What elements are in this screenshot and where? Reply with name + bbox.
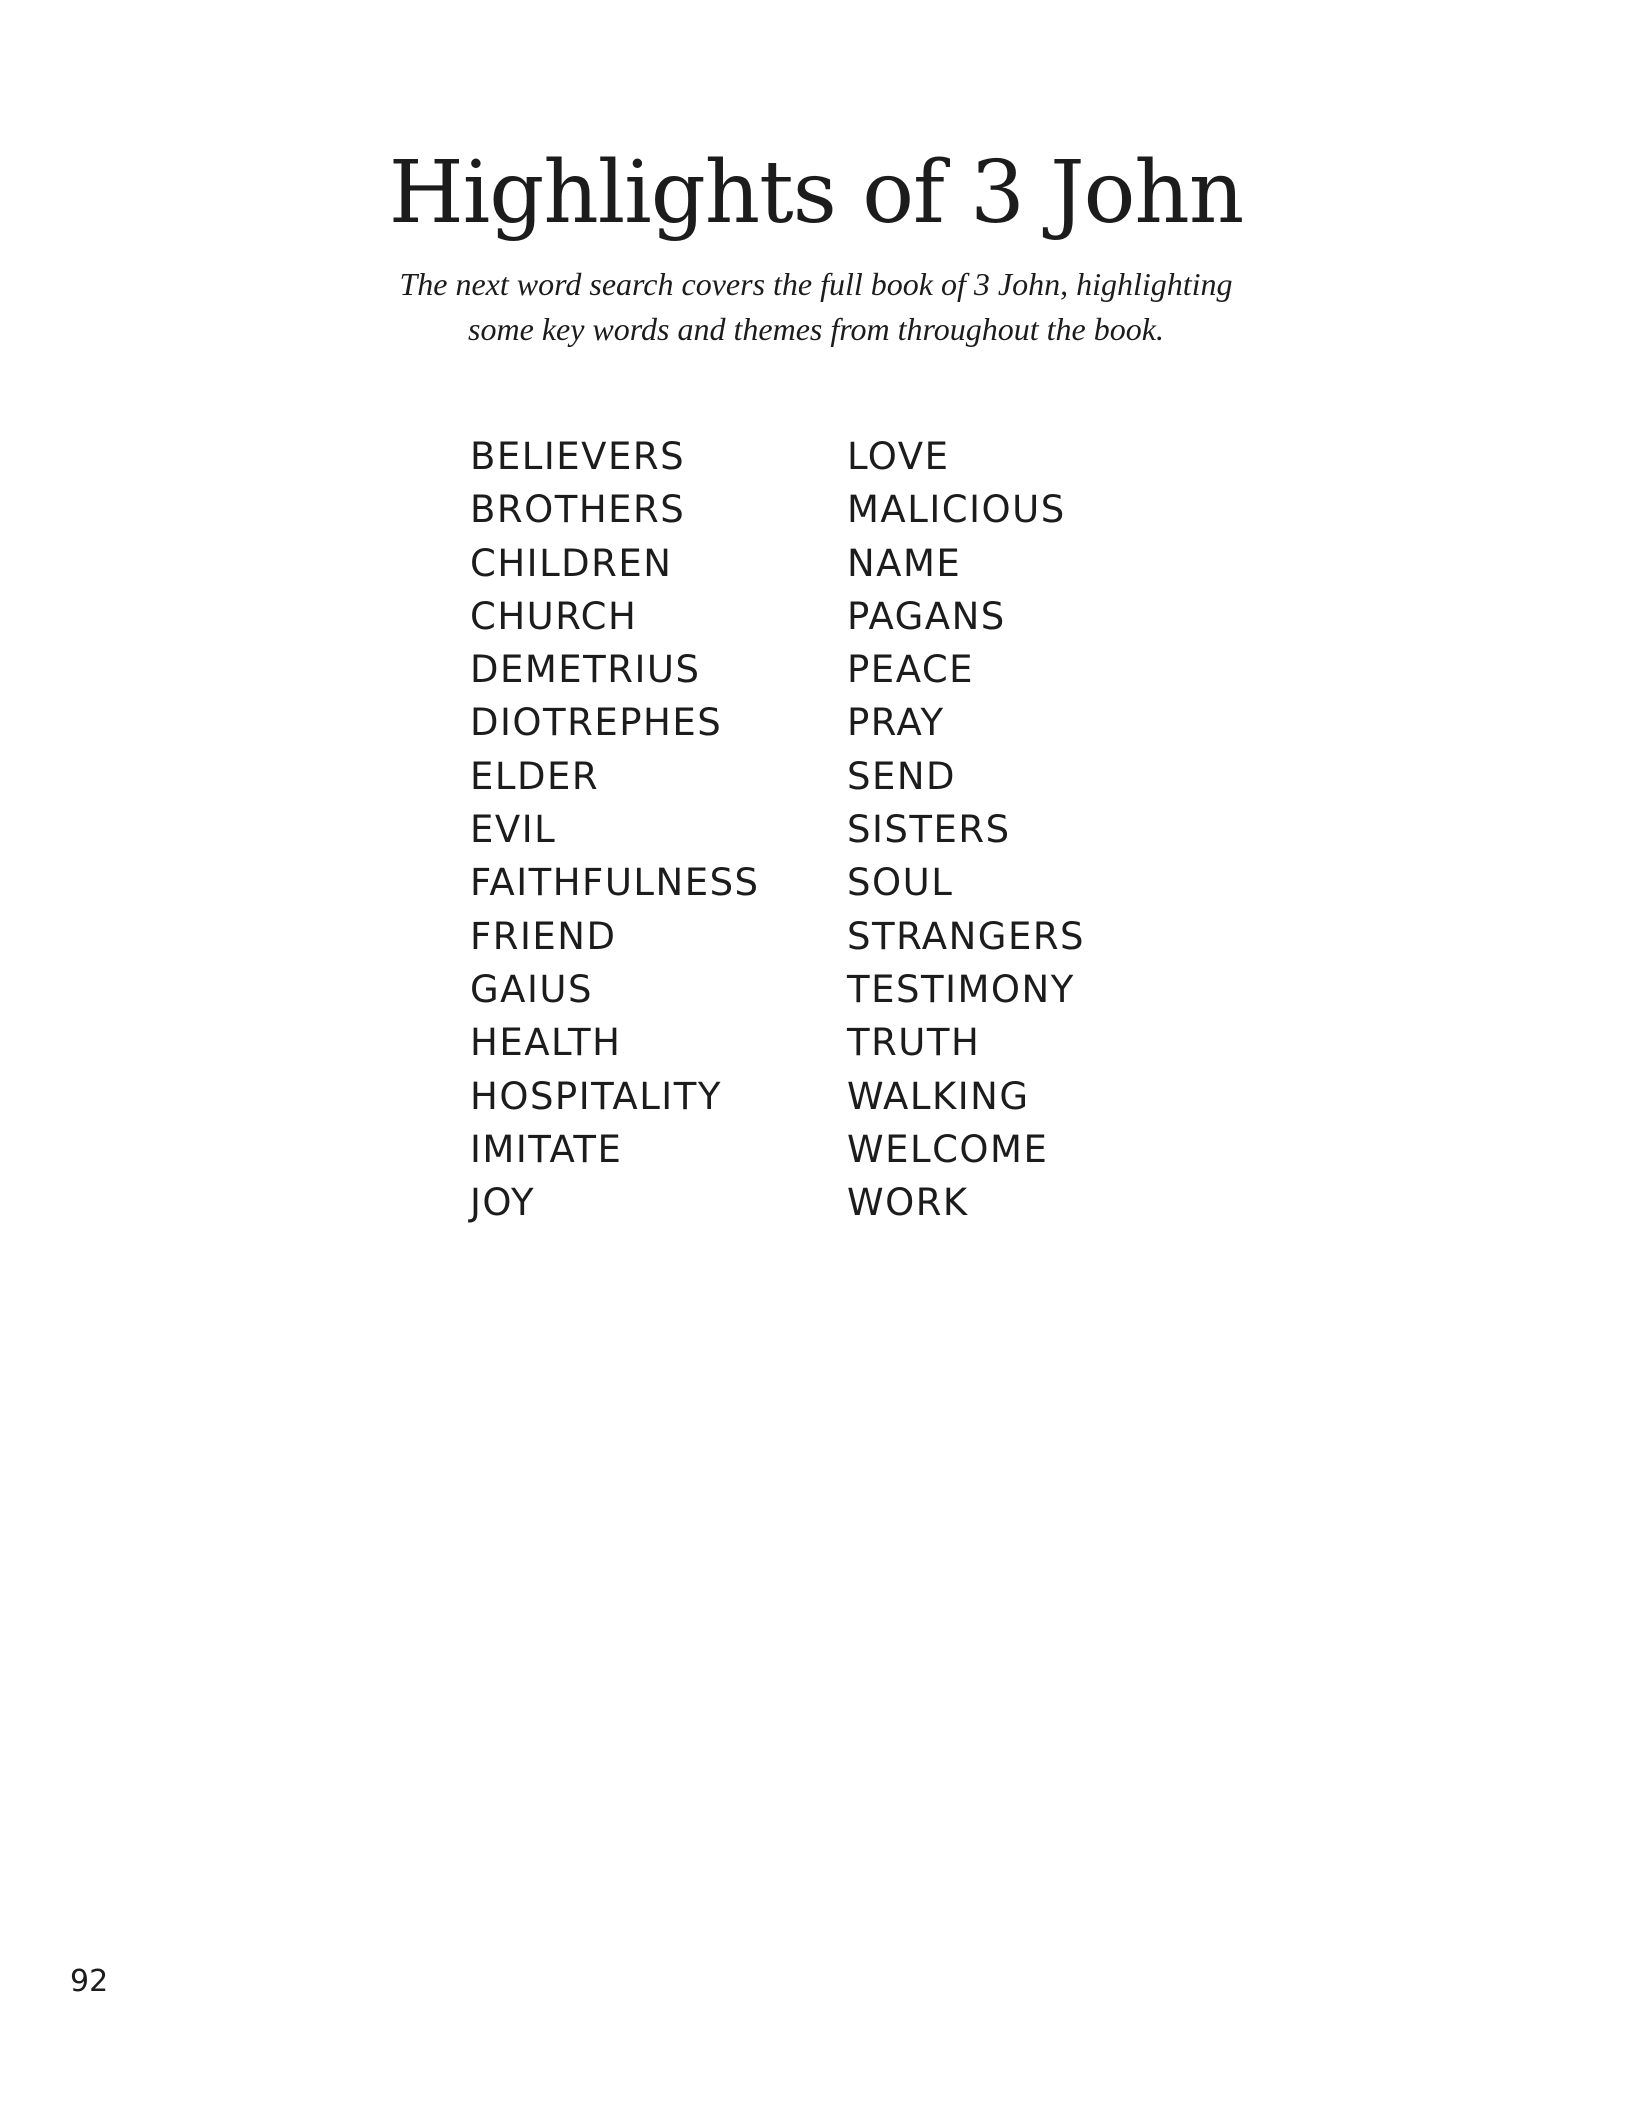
- word-item: JOY: [470, 1181, 536, 1225]
- word-item: SEND: [847, 754, 957, 798]
- word-list-right-column: [847, 430, 1085, 1229]
- word-item: SISTERS: [847, 808, 1011, 852]
- page-subtitle: [0, 262, 1632, 352]
- word-item: MALICIOUS: [847, 488, 1066, 532]
- word-list-container: [470, 430, 1170, 1230]
- word-item: TESTIMONY: [847, 967, 1075, 1011]
- word-item: TRUTH: [847, 1021, 981, 1065]
- word-item: GAIUS: [470, 967, 593, 1011]
- subtitle-line-1: The next word search covers the full book of 3 John, highlighting: [399, 266, 1233, 302]
- word-item: IMITATE: [470, 1127, 623, 1171]
- word-item: STRANGERS: [847, 914, 1086, 958]
- word-item: WALKING: [847, 1074, 1030, 1118]
- word-item: EVIL: [470, 808, 557, 852]
- word-item: CHURCH: [470, 594, 638, 638]
- word-list-left-column: [470, 430, 760, 1229]
- word-item: FRIEND: [470, 914, 617, 958]
- word-item: HOSPITALITY: [470, 1074, 722, 1118]
- word-item: BROTHERS: [470, 488, 686, 532]
- word-item: DEMETRIUS: [470, 648, 701, 692]
- subtitle-line-2: some key words and themes from throughout the book.: [468, 311, 1164, 347]
- word-item: DIOTREPHES: [470, 701, 723, 745]
- word-item: SOUL: [847, 861, 954, 905]
- word-item: PAGANS: [847, 594, 1006, 638]
- page-title: Highlights of 3 John: [388, 143, 1244, 243]
- word-item: WELCOME: [847, 1127, 1049, 1171]
- page-number: 92: [70, 1964, 109, 1999]
- word-item: NAME: [847, 541, 962, 585]
- word-item: PEACE: [847, 648, 975, 692]
- word-item: HEALTH: [470, 1021, 622, 1065]
- word-item: CHILDREN: [470, 541, 673, 585]
- word-item: PRAY: [847, 701, 945, 745]
- word-item: WORK: [847, 1181, 969, 1225]
- word-item: FAITHFULNESS: [470, 861, 760, 905]
- word-item: ELDER: [470, 754, 600, 798]
- word-item: LOVE: [847, 435, 950, 478]
- word-item: BELIEVERS: [470, 435, 686, 478]
